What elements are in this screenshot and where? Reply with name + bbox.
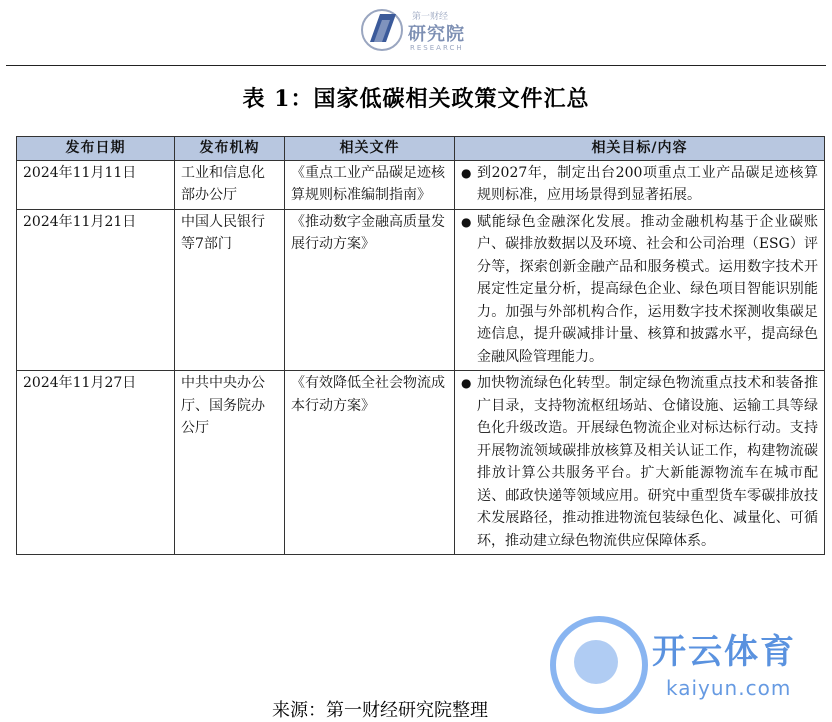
bullet-item xyxy=(461,162,818,207)
page-header xyxy=(0,0,832,66)
cell-doc: 《重点工业产品碳足迹核算规则标准编制指南》 xyxy=(285,160,455,209)
bullet-text: 加快物流绿色化转型。制定绿色物流重点技术和装备推广目录，支持物流枢纽场站、仓储设施、运输工具等绿色化升级改造。开展绿色物流企业对标达标行动。支持开展物流领域碳排放核算及相关认证工作，构建物流碳排放计算公共服务平台。扩大新能源物流车在城市配送、邮政快递等领域应用。研究中重型货车零碳排放技术发展路径，推动推进物流包装绿色化、减量化、可循环，推动建立绿色物流供应保障体系。 xyxy=(477,375,818,549)
logo-cn-text: 研究院 xyxy=(408,24,465,45)
logo-top-text: 第一财经 xyxy=(412,12,449,22)
table-row xyxy=(17,209,825,371)
column-header-content: 相关目标/内容 xyxy=(455,137,825,161)
bullet-icon: ● xyxy=(461,376,472,390)
cell-org: 工业和信息化部办公厅 xyxy=(175,160,285,209)
cell-org: 中共中央办公厅、国务院办公厅 xyxy=(175,371,285,555)
bullet-item xyxy=(461,211,818,369)
cell-content xyxy=(455,160,825,209)
cell-doc: 《推动数字金融高质量发展行动方案》 xyxy=(285,209,455,371)
research-logo xyxy=(360,6,480,58)
cell-org: 中国人民银行等7部门 xyxy=(175,209,285,371)
cell-doc: 《有效降低全社会物流成本行动方案》 xyxy=(285,371,455,555)
table-row xyxy=(17,371,825,555)
watermark-url: kaiyun.com xyxy=(666,676,792,700)
bullet-icon: ● xyxy=(461,214,472,229)
bullet-text: 赋能绿色金融深化发展。推动金融机构基于企业碳账户、碳排放数据以及环境、社会和公司治理（ESG）评分等，探索创新金融产品和服务模式。运用数字技术开展定性定量分析，提高绿色企业、绿色项目智能识别能力。加强与外部机构合作，运用数字技术探测收集碳足迹信息，提升碳减排计量、核算和披露水平，提高绿色金融风险管理能力。 xyxy=(477,213,818,365)
cell-date: 2024年11月21日 xyxy=(17,209,175,371)
source-note: 来源：第一财经研究院整理 xyxy=(272,700,488,721)
column-header-org: 发布机构 xyxy=(175,137,285,161)
watermark-ball-icon xyxy=(574,640,618,684)
table-header-row xyxy=(17,137,825,161)
watermark xyxy=(540,612,830,716)
watermark-ring-icon xyxy=(550,616,648,714)
table-title: 表 1：国家低碳相关政策文件汇总 xyxy=(242,86,590,112)
cell-content xyxy=(455,371,825,555)
policy-table xyxy=(16,136,825,555)
header-divider xyxy=(6,65,826,66)
logo-mark-icon xyxy=(360,6,404,52)
logo-en-text: RESEARCH xyxy=(410,44,464,52)
table-row xyxy=(17,160,825,209)
cell-date: 2024年11月11日 xyxy=(17,160,175,209)
bullet-icon: ● xyxy=(461,165,472,180)
column-header-doc: 相关文件 xyxy=(285,137,455,161)
bullet-item xyxy=(461,372,818,552)
cell-date: 2024年11月27日 xyxy=(17,371,175,555)
column-header-date: 发布日期 xyxy=(17,137,175,161)
bullet-text: 到2027年，制定出台200项重点工业产品碳足迹核算规则标准，应用场景得到显著拓展。 xyxy=(477,164,818,203)
cell-content xyxy=(455,209,825,371)
watermark-name: 开云体育 xyxy=(652,632,796,672)
